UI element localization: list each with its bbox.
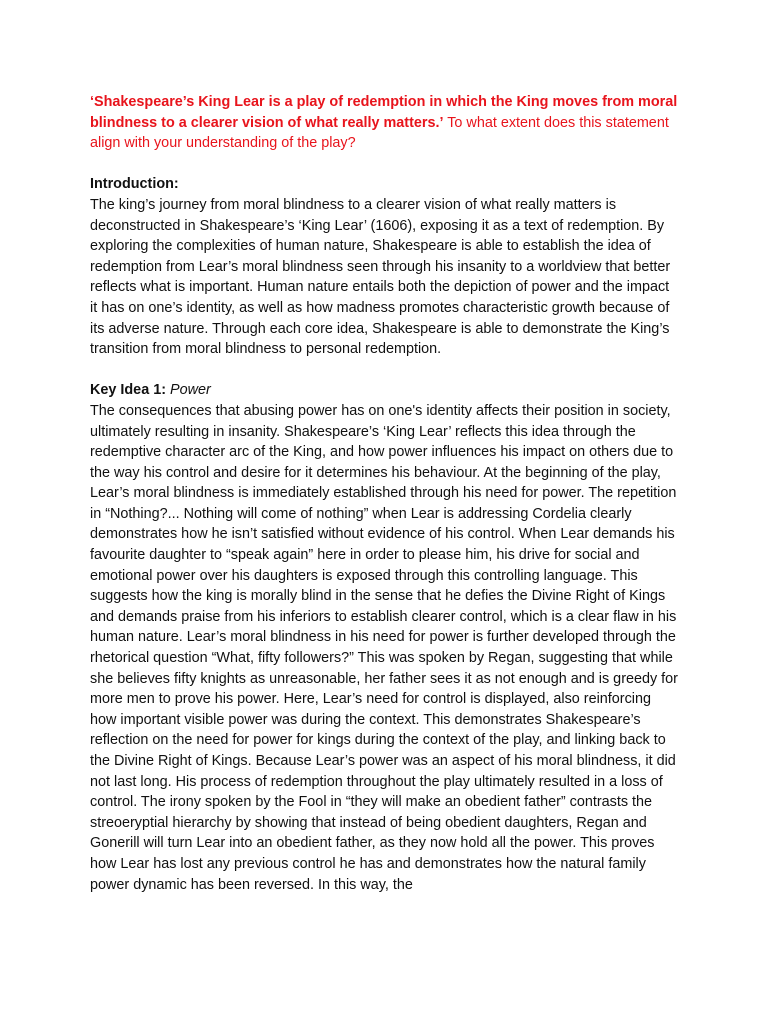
introduction-heading-label: Introduction: <box>90 176 179 193</box>
essay-question-prompt: To what extent does this statement align with your understanding of the play? <box>90 114 669 152</box>
essay-question <box>90 92 680 154</box>
key-idea-1-label: Key Idea 1: <box>90 382 166 399</box>
key-idea-1-topic: Power <box>170 382 211 399</box>
introduction-heading <box>90 174 680 195</box>
key-idea-1-paragraph: The consequences that abusing power has on one's identity affects their position in society, ultimately resulting in insanity. Shakespeare’s ‘King Lear’ reflects this idea through the redemptive character arc of the King, and how power influences his impact on others due to the way his control and desire for it determines his behaviour. At the beginning of the play, Lear’s moral blindness is immediately established through his need for power. The repetition in “Nothing?... Nothing will come of nothing” when Lear is addressing Cordelia clearly demonstrates how he isn’t satisfied without evidence of his control. When Lear demands his favourite daughter to “speak again” here in order to please him, his drive for social and emotional power over his daughters is exposed through this controlling language. This suggests how the king is morally blind in the sense that he defies the Divine Right of Kings and demands praise from his inferiors to establish clearer control, which is a clear flaw in his human nature. Lear’s moral blindness in his need for power is further developed through the rhetorical question “What, fifty followers?” This was spoken by Regan, suggesting that while she believes fifty knights as unreasonable, her father sees it as not enough and is greedy for more men to prove his power. Here, Lear’s need for control is displayed, also reinforcing how important visible power was during the context. This demonstrates Shakespeare’s reflection on the need for power for kings during the context of the play, and linking back to the Divine Right of Kings. Because Lear’s power was an aspect of his moral blindness, it did not last long. His process of redemption throughout the play ultimately resulted in a loss of control. The irony spoken by the Fool in “they will make an obedient father” contrasts the streoeryptial hierarchy by showing that instead of being obedient daughters, Regan and Gonerill will turn Lear into an obedient father, as they now hold all the power. This proves how Lear has lost any previous control he has and demonstrates how the natural family power dynamic has been reversed. In this way, the <box>90 402 678 893</box>
essay-question-statement: ‘Shakespeare’s King Lear is a play of redemption in which the King moves from moral blindness to a clearer vision of what really matters.’ <box>90 94 678 131</box>
introduction-paragraph: The king’s journey from moral blindness to a clearer vision of what really matters is deconstructed in Shakespeare’s ‘King Lear’ (1606), exposing it as a text of redemption. By exploring the complexities of human nature, Shakespeare is able to establish the idea of redemption from Lear’s moral blindness seen through his insanity to a worldview that better reflects what is important. Human nature entails both the depiction of power and the impact it has on one’s identity, as well as how madness promotes characteristic growth because of its adverse nature. Through each core idea, Shakespeare is able to demonstrate the King’s transition from moral blindness to personal redemption. <box>90 196 671 358</box>
document-page <box>90 92 680 895</box>
key-idea-1-heading <box>90 380 680 401</box>
